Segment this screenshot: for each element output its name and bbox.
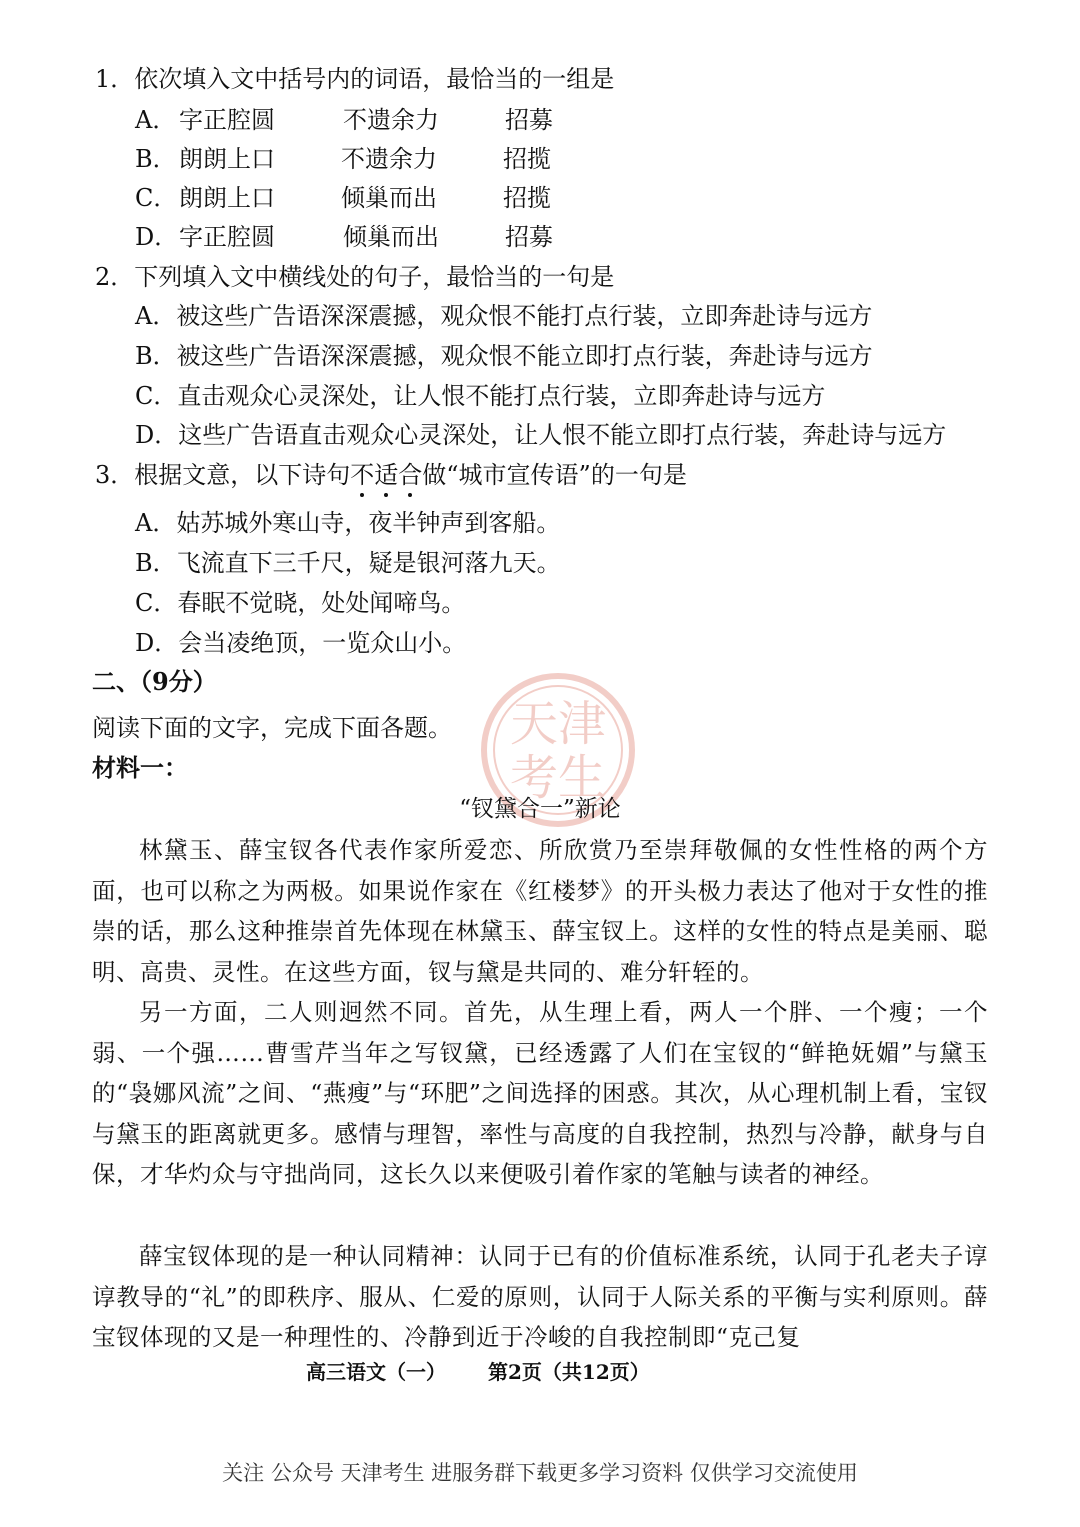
option-col1: 字正腔圆 (179, 106, 275, 134)
option-col3: 招募 (505, 223, 553, 251)
seal-line1: 天津 (510, 696, 607, 752)
q2-option-c: C．直击观众心灵深处，让人恨不能打点行装，立即奔赴诗与远方 (135, 382, 826, 410)
material-label: 材料一： (92, 753, 188, 782)
article-paragraph-2: 另一方面，二人则迥然不同。首先，从生理上看，两人一个胖、一个瘦；一个弱、一个强……曹雪芹当年之写钗黛，已经透露了人们在宝钗的“鲜艳妩媚”与黛玉的“袅娜风流”之间、“燕瘦”与“环肥”之间选择的困惑。其次，从心理机制上看，宝钗与黛玉的距离就更多。感情与理智，率性与高度的自我控制，热烈与冷静，献身与自保，才华灼众与守拙尚同，这长久以来便吸引着作家的笔触与读者的神经。 (92, 998, 988, 1189)
option-col1: 朗朗上口 (179, 184, 275, 212)
option-col2: 不遗余力 (343, 106, 439, 134)
q3-stem (95, 459, 687, 491)
q3-stem-pre: 3．根据文意，以下诗句 (95, 461, 351, 489)
option-col3: 招募 (505, 106, 553, 134)
option-label: D． (135, 223, 179, 251)
q3-option-a: A．姑苏城外寒山寺，夜半钟声到客船。 (135, 509, 561, 537)
q2-option-d: D．这些广告语直击观众心灵深处，让人恨不能立即打点行装，奔赴诗与远方 (135, 421, 947, 449)
option-col1: 字正腔圆 (179, 223, 275, 251)
option-label: A． (135, 106, 177, 134)
seal-line2: 考生 (510, 750, 607, 806)
footer-subject: 高三语文（一） (306, 1360, 446, 1384)
q1-stem: 1．依次填入文中括号内的词语，最恰当的一组是 (95, 65, 615, 93)
article-paragraph-1: 林黛玉、薛宝钗各代表作家所爱恋、所欣赏乃至崇拜敬佩的女性性格的两个方面，也可以称之为两极。如果说作家在《红楼梦》的开头极力表达了他对于女性的推崇的话，那么这种推崇首先体现在林黛玉、薛宝钗上。这样的女性的特点是美丽、聪明、高贵、灵性。在这些方面，钗与黛是共同的、难分轩轾的。 (92, 836, 988, 986)
section-heading: 二、（9分） (92, 667, 217, 696)
emphasis-char: 适 (374, 461, 399, 489)
emphasis-char: 合 (398, 461, 423, 489)
article-paragraph-3: 薛宝钗体现的是一种认同精神：认同于已有的价值标准系统，认同于孔老夫子谆谆教导的“礼”的即秩序、服从、仁爱的原则，认同于人际关系的平衡与实利原则。薛宝钗体现的又是一种理性的、冷静到近于冷峻的自我控制即“克己复 (92, 1242, 988, 1352)
option-col1: 朗朗上口 (179, 145, 275, 173)
article-title: “钗黛合一”新论 (459, 796, 621, 822)
option-col2: 倾巢而出 (343, 223, 439, 251)
q2-option-a: A．被这些广告语深深震撼，观众恨不能打点行装，立即奔赴诗与远方 (135, 302, 873, 330)
option-col3: 招揽 (503, 184, 551, 212)
option-col2: 倾巢而出 (341, 184, 437, 212)
bottom-note: 关注 公众号 天津考生 进服务群下载更多学习资料 仅供学习交流使用 (222, 1461, 858, 1485)
option-label: C． (135, 184, 178, 212)
q3-option-c: C．春眠不觉晓，处处闻啼鸟。 (135, 589, 466, 617)
section-instruction: 阅读下面的文字，完成下面各题。 (92, 714, 452, 742)
option-col3: 招揽 (503, 145, 551, 173)
q2-stem: 2．下列填入文中横线处的句子，最恰当的一句是 (95, 263, 615, 291)
option-label: B． (135, 145, 177, 173)
q2-option-b: B．被这些广告语深深震撼，观众恨不能立即打点行装，奔赴诗与远方 (135, 342, 873, 370)
option-col2: 不遗余力 (341, 145, 437, 173)
q3-stem-post: 做“城市宣传语”的一句是 (422, 461, 687, 489)
emphasis-char: 不 (350, 461, 375, 489)
q3-option-b: B．飞流直下三千尺，疑是银河落九天。 (135, 549, 561, 577)
q3-option-d: D．会当凌绝顶，一览众山小。 (135, 629, 467, 657)
footer-page: 第2页（共12页） (488, 1360, 650, 1384)
